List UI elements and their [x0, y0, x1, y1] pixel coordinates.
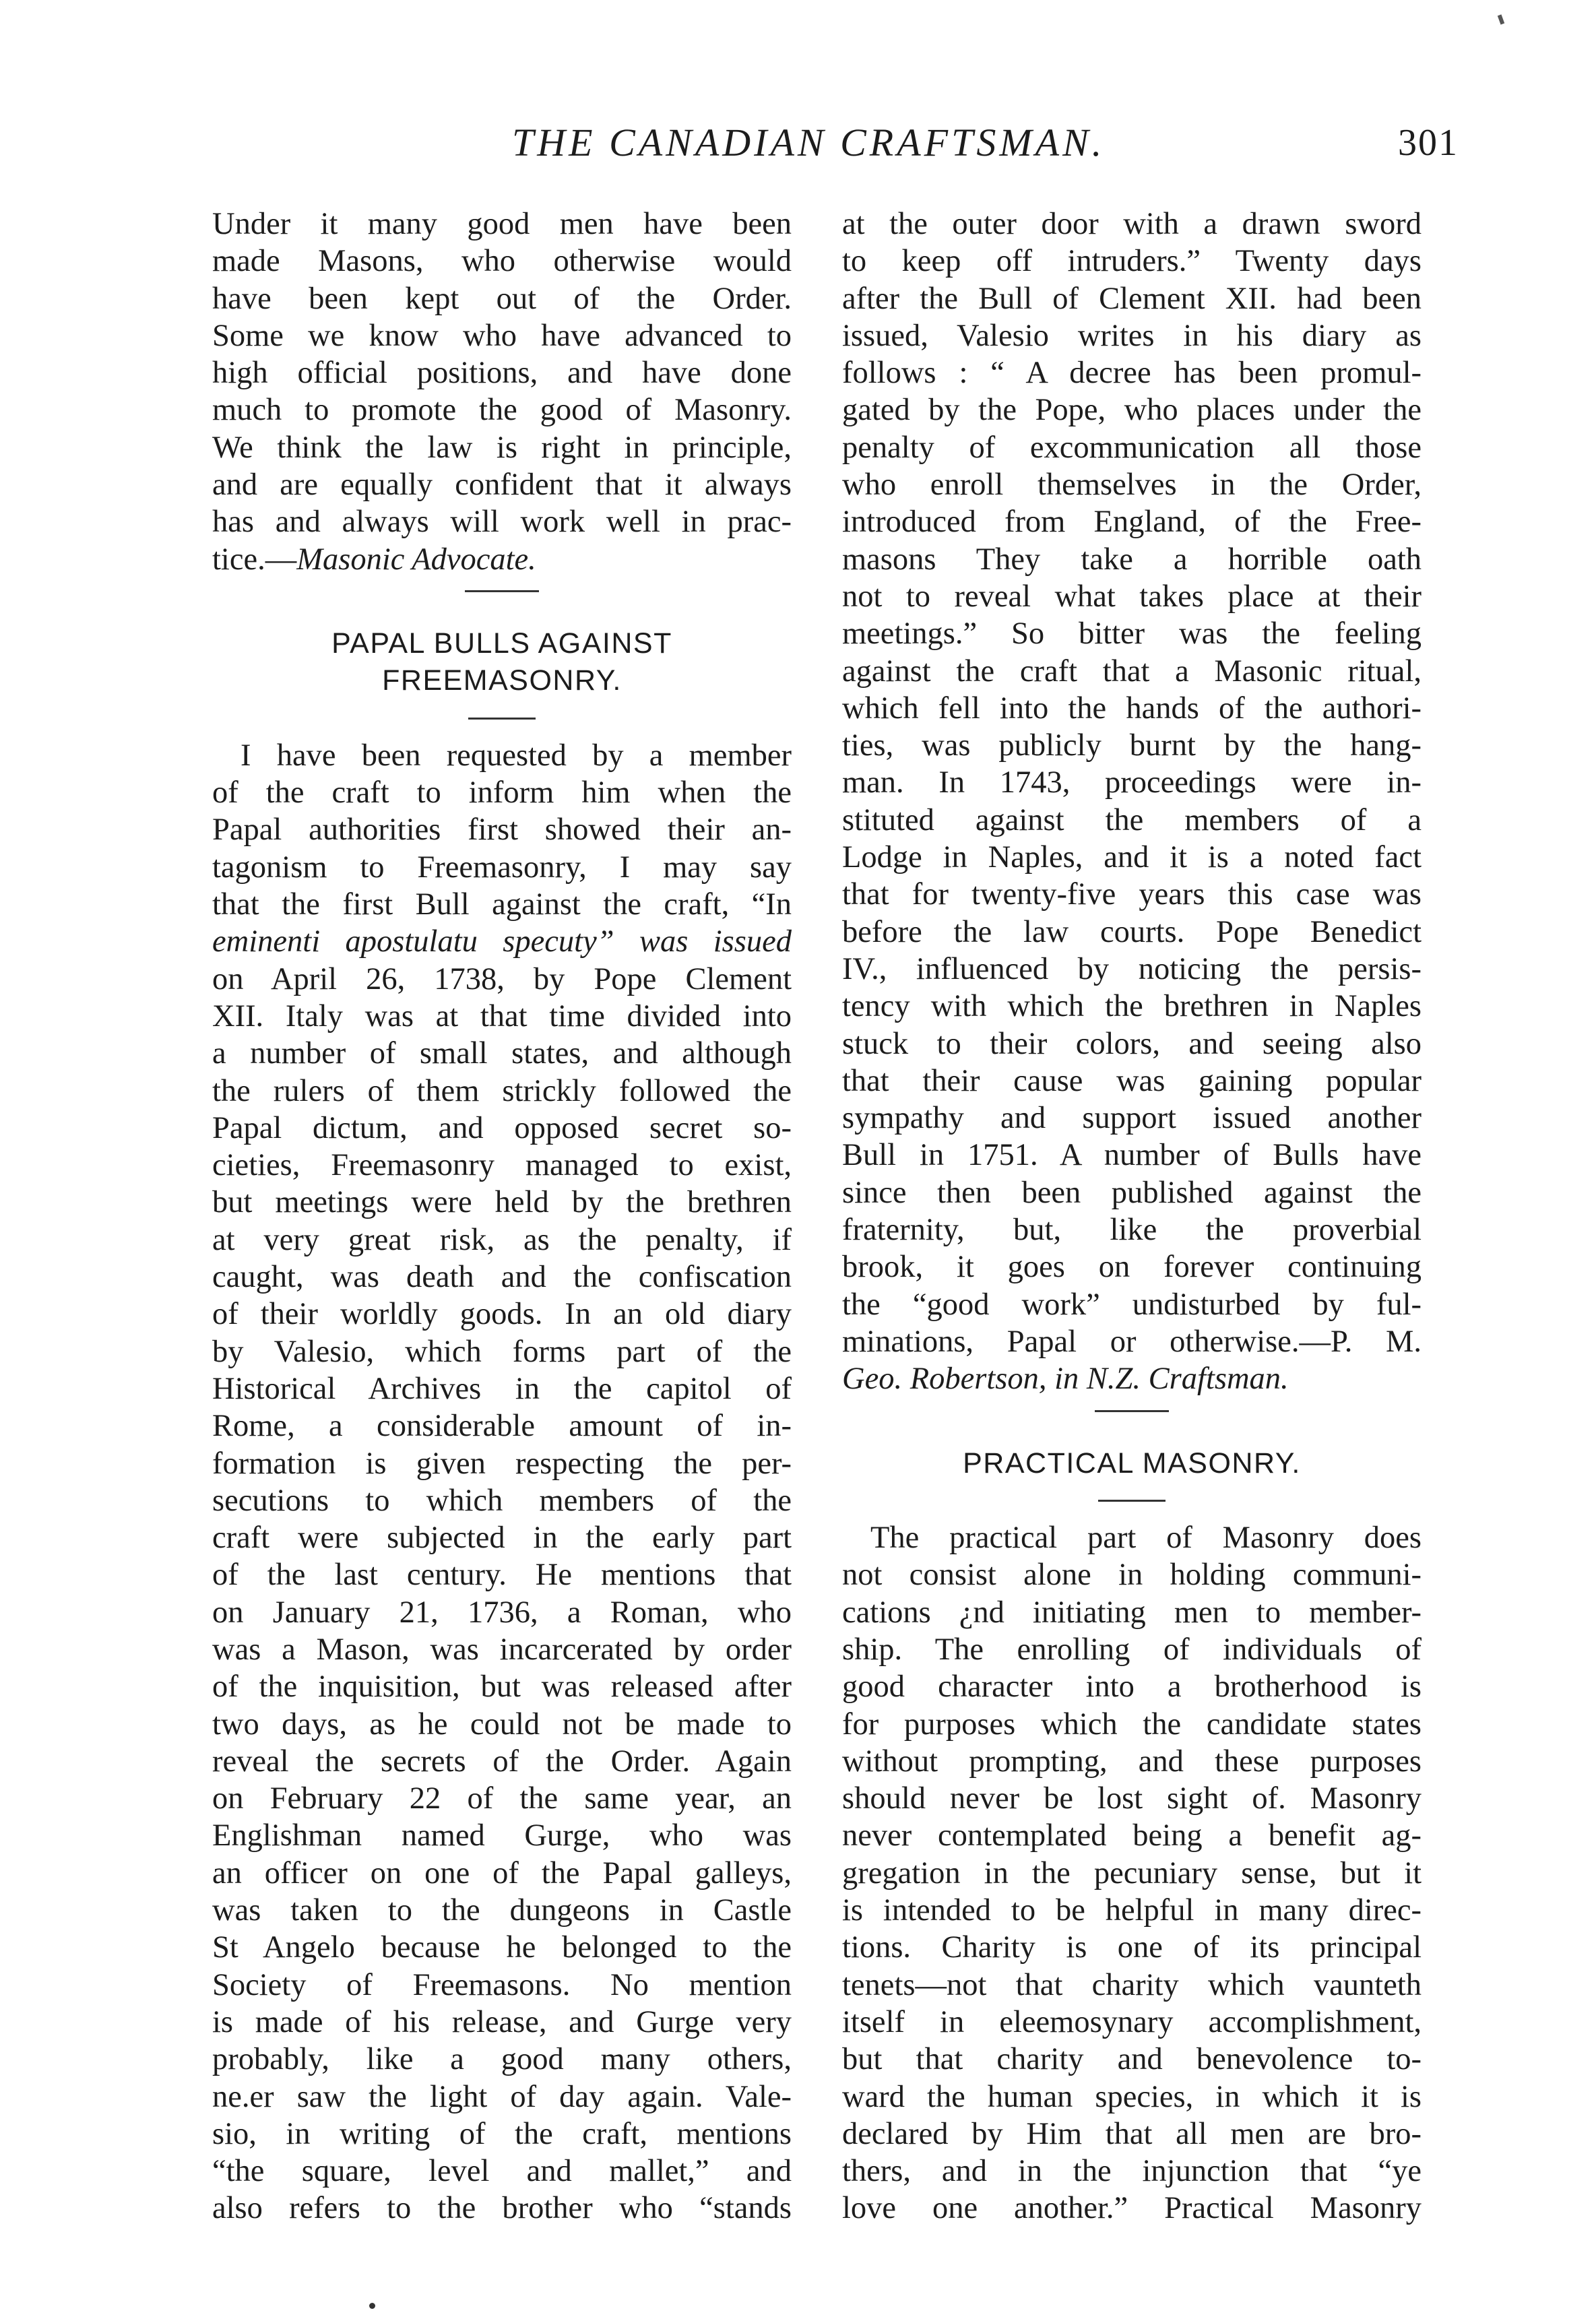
text-line: ship. The enrolling of individuals of: [842, 1632, 1422, 1667]
text-line: itself in eleemosynary accomplishment,: [842, 2004, 1422, 2039]
text-line: of the craft to inform him when the: [212, 775, 792, 810]
text-line: never contemplated being a benefit ag-: [842, 1818, 1422, 1853]
text-line: introduced from England, of the Free-: [842, 505, 1422, 540]
text-line: masons They take a horrible oath: [842, 542, 1422, 577]
text-line: cieties, Freemasonry managed to exist,: [212, 1148, 792, 1183]
text-line: We think the law is right in principle,: [212, 430, 792, 465]
text-line: at the outer door with a drawn sword: [842, 207, 1422, 241]
text-line: on January 21, 1736, a Roman, who: [212, 1595, 792, 1630]
text-line: at very great risk, as the penalty, if: [212, 1222, 792, 1257]
text-line: man. In 1743, proceedings were in-: [842, 765, 1422, 800]
text-line: of the inquisition, but was released after: [212, 1670, 792, 1705]
text-line: was taken to the dungeons in Castle: [212, 1893, 792, 1928]
source-credit-line: [212, 541, 792, 578]
running-title: THE CANADIAN CRAFTSMAN.: [512, 121, 1106, 164]
text-line: gated by the Pope, who places under the: [842, 393, 1422, 428]
text-line: eminenti apostulatu specuty” was issued: [212, 924, 792, 959]
text-line: but that charity and benevolence to-: [842, 2042, 1422, 2077]
text-line: caught, was death and the confiscation: [212, 1260, 792, 1295]
text-line: that their cause was gaining popular: [842, 1063, 1422, 1098]
text-line: I have been requested by a member: [241, 738, 792, 773]
text-line: ne.er saw the light of day again. Vale-: [212, 2079, 792, 2114]
text-line: stituted against the members of a: [842, 802, 1422, 837]
text-line: has and always will work well in prac-: [212, 505, 792, 540]
text-line: thers, and in the injunction that “ye: [842, 2154, 1422, 2189]
section-divider: [842, 1398, 1422, 1425]
text-line: St Angelo because he belonged to the: [212, 1930, 792, 1965]
text-line: after the Bull of Clement XII. had been: [842, 281, 1422, 316]
text-line: XII. Italy was at that time divided into: [212, 998, 792, 1034]
article-title-papal-bulls-line2: FREEMASONRY.: [382, 664, 622, 697]
text-line: good character into a brotherhood is: [842, 1670, 1422, 1705]
text-line: tagonism to Freemasonry, I may say: [212, 850, 792, 885]
text-line: Englishman named Gurge, who was: [212, 1818, 792, 1853]
text-line: to keep off intruders.” Twenty days: [842, 244, 1422, 279]
text-line: issued, Valesio writes in his diary as: [842, 318, 1422, 353]
signature-line: Geo. Robertson, in N.Z. Craftsman.: [842, 1362, 1289, 1397]
text-line: by Valesio, which forms part of the: [212, 1334, 792, 1369]
text-line: Historical Archives in the capitol of: [212, 1371, 792, 1406]
text-line: love one another.” Practical Masonry: [842, 2191, 1422, 2226]
title-rule: [842, 1482, 1422, 1519]
text-line: ward the human species, in which it is: [842, 2079, 1422, 2114]
text-line: not to reveal what takes place at their: [842, 579, 1422, 614]
text-line: which fell into the hands of the authori-: [842, 691, 1422, 726]
text-line: high official positions, and have done: [212, 356, 792, 391]
text-line: tency with which the brethren in Naples: [842, 989, 1422, 1024]
text-line: IV., influenced by noticing the persis-: [842, 951, 1422, 986]
text-line: ties, was publicly burnt by the hang-: [842, 728, 1422, 763]
text-line: Society of Freemasons. No mention: [212, 1967, 792, 2002]
text-line: The practical part of Masonry does: [870, 1521, 1422, 1556]
text-line: who enroll themselves in the Order,: [842, 468, 1422, 503]
text-line: before the law courts. Pope Benedict: [842, 914, 1422, 949]
source-credit-prefix: tice.—: [212, 542, 297, 577]
text-line: brook, it goes on forever continuing: [842, 1250, 1422, 1285]
article-title-papal-bulls-line1: PAPAL BULLS AGAINST: [331, 627, 672, 660]
text-line: minations, Papal or otherwise.—P. M.: [842, 1324, 1422, 1359]
title-rule: [212, 700, 792, 737]
text-line: penalty of excommunication all those: [842, 430, 1422, 465]
section-divider: [212, 578, 792, 605]
text-line: of their worldly goods. In an old diary: [212, 1297, 792, 1332]
papal-bulls-continued: [842, 205, 1422, 1398]
text-line: Rome, a considerable amount of in-: [212, 1409, 792, 1444]
right-column: [842, 205, 1422, 2227]
page-speck: [369, 2303, 375, 2309]
text-line: follows : “ A decree has been promul-: [842, 356, 1422, 391]
text-line: that the first Bull against the craft, “In: [212, 887, 792, 922]
text-line: a number of small states, and although: [212, 1036, 792, 1071]
left-column: [212, 205, 792, 2227]
page-number: 301: [1398, 122, 1459, 164]
text-line: Papal dictum, and opposed secret so-: [212, 1110, 792, 1145]
text-line: Lodge in Naples, and it is a noted fact: [842, 840, 1422, 875]
text-line: for purposes which the candidate states: [842, 1707, 1422, 1742]
text-line: gregation in the pecuniary sense, but it: [842, 1855, 1422, 1890]
text-line: an officer on one of the Papal galleys,: [212, 1855, 792, 1890]
article-title-practical-masonry: PRACTICAL MASONRY.: [963, 1446, 1301, 1480]
running-head: [0, 120, 1596, 174]
text-line: meetings.” So bitter was the feeling: [842, 616, 1422, 651]
text-line: “the square, level and mallet,” and: [212, 2154, 792, 2189]
text-line: have been kept out of the Order.: [212, 281, 792, 316]
source-credit: Masonic Advocate.: [296, 542, 536, 577]
text-line: is made of his release, and Gurge very: [212, 2004, 792, 2039]
text-line: on April 26, 1738, by Pope Clement: [212, 961, 792, 996]
text-line: since then been published against the: [842, 1175, 1422, 1210]
text-line: that for twenty-five years this case was: [842, 877, 1422, 912]
text-line: Some we know who have advanced to: [212, 318, 792, 353]
text-line: craft were subjected in the early part: [212, 1521, 792, 1556]
text-line: formation is given respecting the per-: [212, 1446, 792, 1481]
text-line: should never be lost sight of. Masonry: [842, 1781, 1422, 1816]
text-line: but meetings were held by the brethren: [212, 1185, 792, 1220]
text-line: against the craft that a Masonic ritual,: [842, 654, 1422, 689]
practical-masonry-article-body: [842, 1519, 1422, 2227]
corner-speck: [1498, 14, 1504, 24]
text-line: cations ¿nd initiating men to member-: [842, 1595, 1422, 1630]
continued-paragraph: [212, 205, 792, 578]
text-line: declared by Him that all men are bro-: [842, 2116, 1422, 2151]
text-line: and are equally confident that it always: [212, 468, 792, 503]
spacer: [842, 1425, 1422, 1445]
text-line: Papal authorities first showed their an-: [212, 813, 792, 848]
text-line: not consist alone in holding communi-: [842, 1558, 1422, 1593]
text-line: reveal the secrets of the Order. Again: [212, 1744, 792, 1779]
papal-bulls-article-body: [212, 737, 792, 2227]
spacer: [212, 605, 792, 625]
text-line: made Masons, who otherwise would: [212, 244, 792, 279]
text-line: secutions to which members of the: [212, 1483, 792, 1518]
text-line: much to promote the good of Masonry.: [212, 393, 792, 428]
text-line: Bull in 1751. A number of Bulls have: [842, 1138, 1422, 1173]
text-line: fraternity, but, like the proverbial: [842, 1213, 1422, 1248]
text-line: without prompting, and these purposes: [842, 1744, 1422, 1779]
text-line: Under it many good men have been: [212, 207, 792, 241]
text-line: the “good work” undisturbed by ful-: [842, 1287, 1422, 1322]
text-line: on February 22 of the same year, an: [212, 1781, 792, 1816]
text-line: also refers to the brother who “stands: [212, 2191, 792, 2226]
text-line: the rulers of them strickly followed the: [212, 1073, 792, 1108]
text-line: was a Mason, was incarcerated by order: [212, 1632, 792, 1667]
text-line: of the last century. He mentions that: [212, 1558, 792, 1593]
text-line: two days, as he could not be made to: [212, 1707, 792, 1742]
text-line: stuck to their colors, and seeing also: [842, 1026, 1422, 1061]
text-line: is intended to be helpful in many direc-: [842, 1893, 1422, 1928]
text-line: tenets—not that charity which vaunteth: [842, 1967, 1422, 2002]
text-line: sio, in writing of the craft, mentions: [212, 2116, 792, 2151]
text-line: sympathy and support issued another: [842, 1101, 1422, 1136]
text-line: tions. Charity is one of its principal: [842, 1930, 1422, 1965]
text-line: probably, like a good many others,: [212, 2042, 792, 2077]
